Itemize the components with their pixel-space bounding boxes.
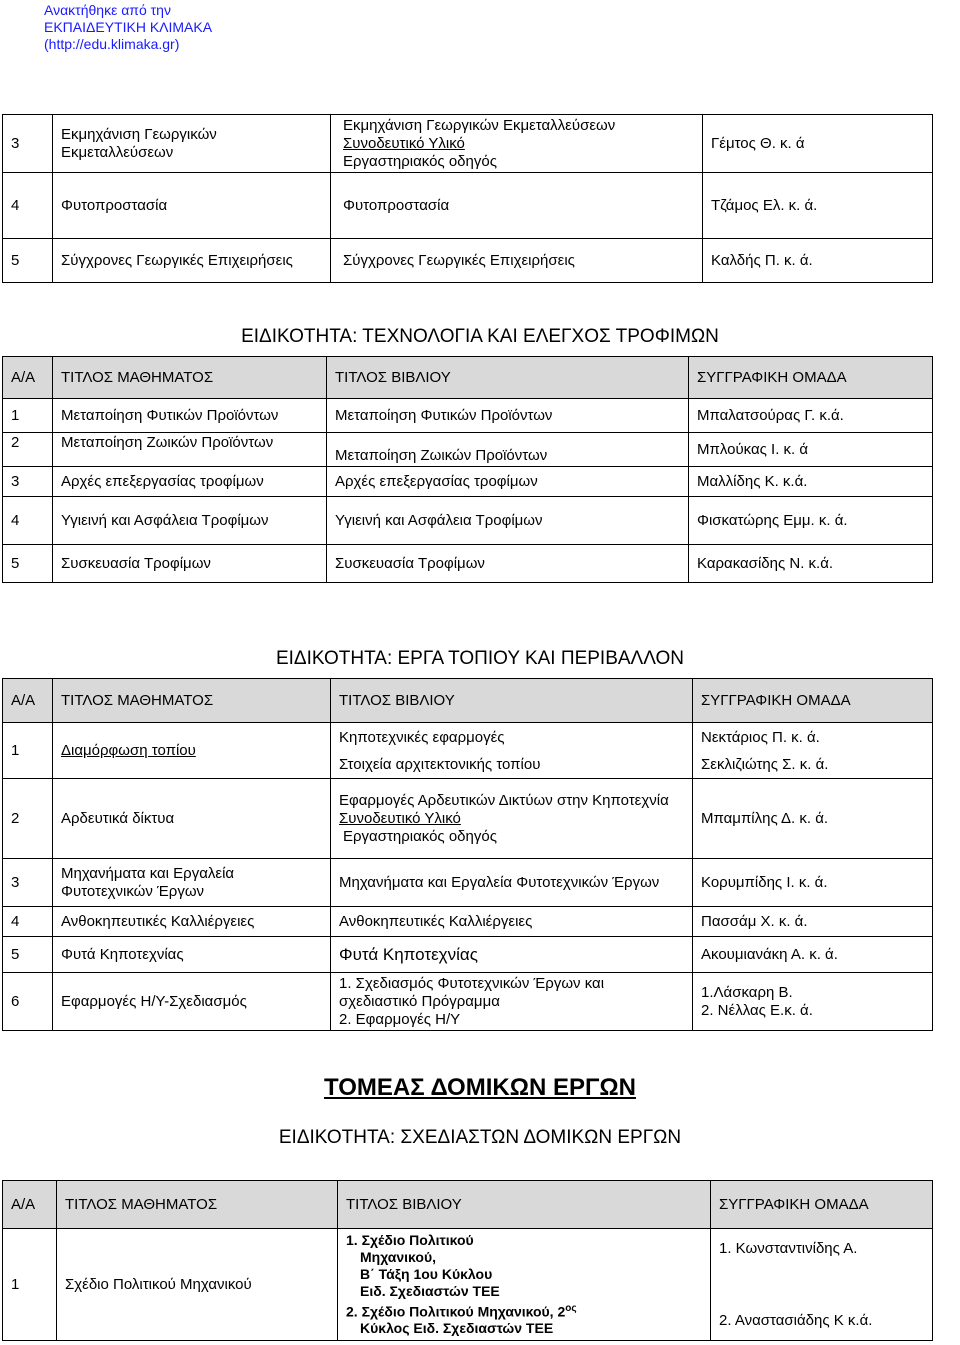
source-header[interactable]	[44, 2, 212, 53]
book-line: 1. Σχεδιασμός Φυτοτεχνικών Έργων και σχεδιαστικό Πρόγραμμα	[339, 974, 605, 1010]
book-title	[331, 779, 693, 859]
course-title: Μεταποίηση Φυτικών Προϊόντων	[53, 399, 327, 433]
row-number: 1	[3, 1229, 57, 1341]
row-number: 6	[3, 973, 53, 1031]
course-title: Φυτά Κηποτεχνίας	[53, 937, 331, 973]
book-title: Συσκευασία Τροφίμων	[327, 545, 689, 583]
table-row	[3, 467, 933, 497]
table-row	[3, 545, 933, 583]
landscape-books-table	[2, 678, 933, 1031]
book-title: Φυτά Κηποτεχνίας	[331, 937, 693, 973]
book-title: Ανθοκηπευτικές Καλλιέργειες	[331, 907, 693, 937]
header-authors: ΣΥΓΓΡΑΦΙΚΗ ΟΜΑΔΑ	[689, 357, 933, 399]
course-title: Εφαρμογές Η/Υ-Σχεδιασμός	[53, 973, 331, 1031]
authors	[693, 973, 933, 1031]
table-row	[3, 433, 933, 467]
agriculture-books-table	[2, 114, 933, 283]
book-line: Β΄ Τάξη 1ου Κύκλου	[360, 1265, 493, 1282]
header-course: ΤΙΤΛΟΣ ΜΑΘΗΜΑΤΟΣ	[53, 357, 327, 399]
header-book: ΤΙΤΛΟΣ ΒΙΒΛΙΟΥ	[331, 679, 693, 723]
row-number: 3	[3, 467, 53, 497]
book-title: Κηποτεχνικές εφαρμογές	[331, 723, 693, 753]
authors: Καλδής Π. κ. ά.	[703, 239, 933, 283]
course-title: Φυτοπροστασία	[53, 173, 331, 239]
book-line	[346, 1300, 704, 1321]
course-title: Σχέδιο Πολιτικού Μηχανικού	[57, 1229, 338, 1341]
author-line: 2. Νέλλας Ε.κ. ά.	[701, 1001, 813, 1019]
row-number: 2	[3, 433, 53, 467]
authors: Πασσάμ Χ. κ. ά.	[693, 907, 933, 937]
authors	[711, 1229, 933, 1341]
book-guide: Εργαστηριακός οδηγός	[343, 827, 497, 845]
authors: Γέμτος Θ. κ. ά	[703, 115, 933, 173]
book-line: Εφαρμογές Αρδευτικών Δικτύων στην Κηποτεχνία	[339, 791, 669, 809]
course-title: Υγιεινή και Ασφάλεια Τροφίμων	[53, 497, 327, 545]
table-row	[3, 173, 933, 239]
header-authors: ΣΥΓΓΡΑΦΙΚΗ ΟΜΑΔΑ	[693, 679, 933, 723]
source-line-1: Ανακτήθηκε από την	[44, 2, 171, 18]
food-books-table	[2, 356, 933, 583]
row-number: 2	[3, 779, 53, 859]
book-line: 1. Σχέδιο Πολιτικού	[346, 1231, 474, 1248]
table-row	[3, 859, 933, 907]
book-supplement: Συνοδευτικό Υλικό	[343, 134, 465, 152]
author-line: 2. Αναστασιάδης Κ κ.ά.	[719, 1311, 873, 1329]
course-title: Εκμηχάνιση Γεωργικών Εκμεταλλεύσεων	[53, 115, 331, 173]
book-title	[331, 115, 703, 173]
authors: Νεκτάριος Π. κ. ά.	[693, 723, 933, 753]
row-number: 3	[3, 115, 53, 173]
book-supplement: Συνοδευτικό Υλικό	[339, 809, 461, 827]
header-authors: ΣΥΓΓΡΑΦΙΚΗ ΟΜΑΔΑ	[711, 1181, 933, 1229]
table-row	[3, 973, 933, 1031]
table-row	[3, 115, 933, 173]
book-title: Σύγχρονες Γεωργικές Επιχειρήσεις	[331, 239, 703, 283]
book-title	[338, 1229, 711, 1341]
book-line: Εκμηχάνιση Γεωργικών Εκμεταλλεύσεων	[343, 116, 616, 134]
table-header-row	[3, 357, 933, 399]
authors: Μπαλατσούρας Γ. κ.ά.	[689, 399, 933, 433]
book-line: Ειδ. Σχεδιαστών ΤΕΕ	[360, 1282, 500, 1299]
book-title: Αρχές επεξεργασίας τροφίμων	[327, 467, 689, 497]
authors: Σεκλιζιώτης Σ. κ. ά.	[693, 753, 933, 779]
table-header-row	[3, 1181, 933, 1229]
header-course: ΤΙΤΛΟΣ ΜΑΘΗΜΑΤΟΣ	[57, 1181, 338, 1229]
authors: Κορυμπίδης Ι. κ. ά.	[693, 859, 933, 907]
book-line: Μηχανικού,	[360, 1248, 436, 1265]
author-line: 1.Λάσκαρη Β.	[701, 983, 793, 1001]
book-line: 2. Εφαρμογές Η/Υ	[339, 1010, 461, 1028]
header-num: Α/Α	[3, 357, 53, 399]
row-number: 1	[3, 399, 53, 433]
course-title: Μεταποίηση Ζωικών Προϊόντων	[53, 433, 327, 467]
header-course: ΤΙΤΛΟΣ ΜΑΘΗΜΑΤΟΣ	[53, 679, 331, 723]
table-header-row	[3, 679, 933, 723]
table-row	[3, 779, 933, 859]
header-num: Α/Α	[3, 1181, 57, 1229]
course-title: Αρδευτικά δίκτυα	[53, 779, 331, 859]
table-row	[3, 239, 933, 283]
course-title: Διαμόρφωση τοπίου	[53, 723, 331, 779]
book-title: Μηχανήματα και Εργαλεία Φυτοτεχνικών Έργων	[331, 859, 693, 907]
table-row	[3, 937, 933, 973]
section-title-drafting: ΕΙΔΙΚΟΤΗΤΑ: ΣΧΕΔΙΑΣΤΩΝ ΔΟΜΙΚΩΝ ΕΡΓΩΝ	[278, 1127, 682, 1148]
sector-title: ΤΟΜΕΑΣ ΔΟΜΙΚΩΝ ΕΡΓΩΝ	[324, 1074, 636, 1101]
authors: Μπαμπίλης Δ. κ. ά.	[693, 779, 933, 859]
course-title: Μηχανήματα και Εργαλεία Φυτοτεχνικών Έργων	[53, 859, 331, 907]
course-title: Αρχές επεξεργασίας τροφίμων	[53, 467, 327, 497]
source-line-2: ΕΚΠΑΙΔΕΥΤΙΚΗ ΚΛΙΜΑΚΑ	[44, 19, 213, 35]
book-guide: Εργαστηριακός οδηγός	[343, 152, 497, 170]
authors: Φισκατώρης Εμμ. κ. ά.	[689, 497, 933, 545]
row-number: 5	[3, 545, 53, 583]
ordinal-suffix: ος	[565, 1302, 577, 1314]
drafting-books-table	[2, 1180, 933, 1341]
authors: Ακουμιανάκη Α. κ. ά.	[693, 937, 933, 973]
author-line: 1. Κωνσταντινίδης Α.	[719, 1239, 858, 1257]
book-title: Υγιεινή και Ασφάλεια Τροφίμων	[327, 497, 689, 545]
header-book: ΤΙΤΛΟΣ ΒΙΒΛΙΟΥ	[327, 357, 689, 399]
book-title	[331, 973, 693, 1031]
row-number: 4	[3, 497, 53, 545]
book-line: Κύκλος Ειδ. Σχεδιαστών ΤΕΕ	[360, 1320, 554, 1337]
table-row	[3, 497, 933, 545]
book-title: Μεταποίηση Ζωικών Προϊόντων	[327, 433, 689, 467]
section-title-landscape: ΕΙΔΙΚΟΤΗΤΑ: ΕΡΓΑ ΤΟΠΙΟΥ ΚΑΙ ΠΕΡΙΒΑΛΛΟΝ	[275, 648, 685, 669]
table-row	[3, 723, 933, 753]
source-line-3: (http://edu.klimaka.gr)	[44, 36, 180, 52]
book-line-text: 2. Σχέδιο Πολιτικού Μηχανικού, 2	[346, 1303, 566, 1320]
course-title: Ανθοκηπευτικές Καλλιέργειες	[53, 907, 331, 937]
table-row	[3, 907, 933, 937]
authors: Καρακασίδης Ν. κ.ά.	[689, 545, 933, 583]
table-row	[3, 1229, 933, 1341]
row-number: 4	[3, 173, 53, 239]
book-title: Μεταποίηση Φυτικών Προϊόντων	[327, 399, 689, 433]
table-row	[3, 399, 933, 433]
book-title: Στοιχεία αρχιτεκτονικής τοπίου	[331, 753, 693, 779]
book-title: Φυτοπροστασία	[331, 173, 703, 239]
authors: Μπλούκας Ι. κ. ά	[689, 433, 933, 467]
row-number: 5	[3, 239, 53, 283]
course-title: Σύγχρονες Γεωργικές Επιχειρήσεις	[53, 239, 331, 283]
header-num: Α/Α	[3, 679, 53, 723]
authors: Τζάμος Ελ. κ. ά.	[703, 173, 933, 239]
row-number: 5	[3, 937, 53, 973]
row-number: 3	[3, 859, 53, 907]
row-number: 1	[3, 723, 53, 779]
row-number: 4	[3, 907, 53, 937]
course-title: Συσκευασία Τροφίμων	[53, 545, 327, 583]
authors: Μαλλίδης Κ. κ.ά.	[689, 467, 933, 497]
section-title-food: ΕΙΔΙΚΟΤΗΤΑ: ΤΕΧΝΟΛΟΓΙΑ ΚΑΙ ΕΛΕΓΧΟΣ ΤΡΟΦΙΜΩΝ	[241, 326, 719, 347]
header-book: ΤΙΤΛΟΣ ΒΙΒΛΙΟΥ	[338, 1181, 711, 1229]
